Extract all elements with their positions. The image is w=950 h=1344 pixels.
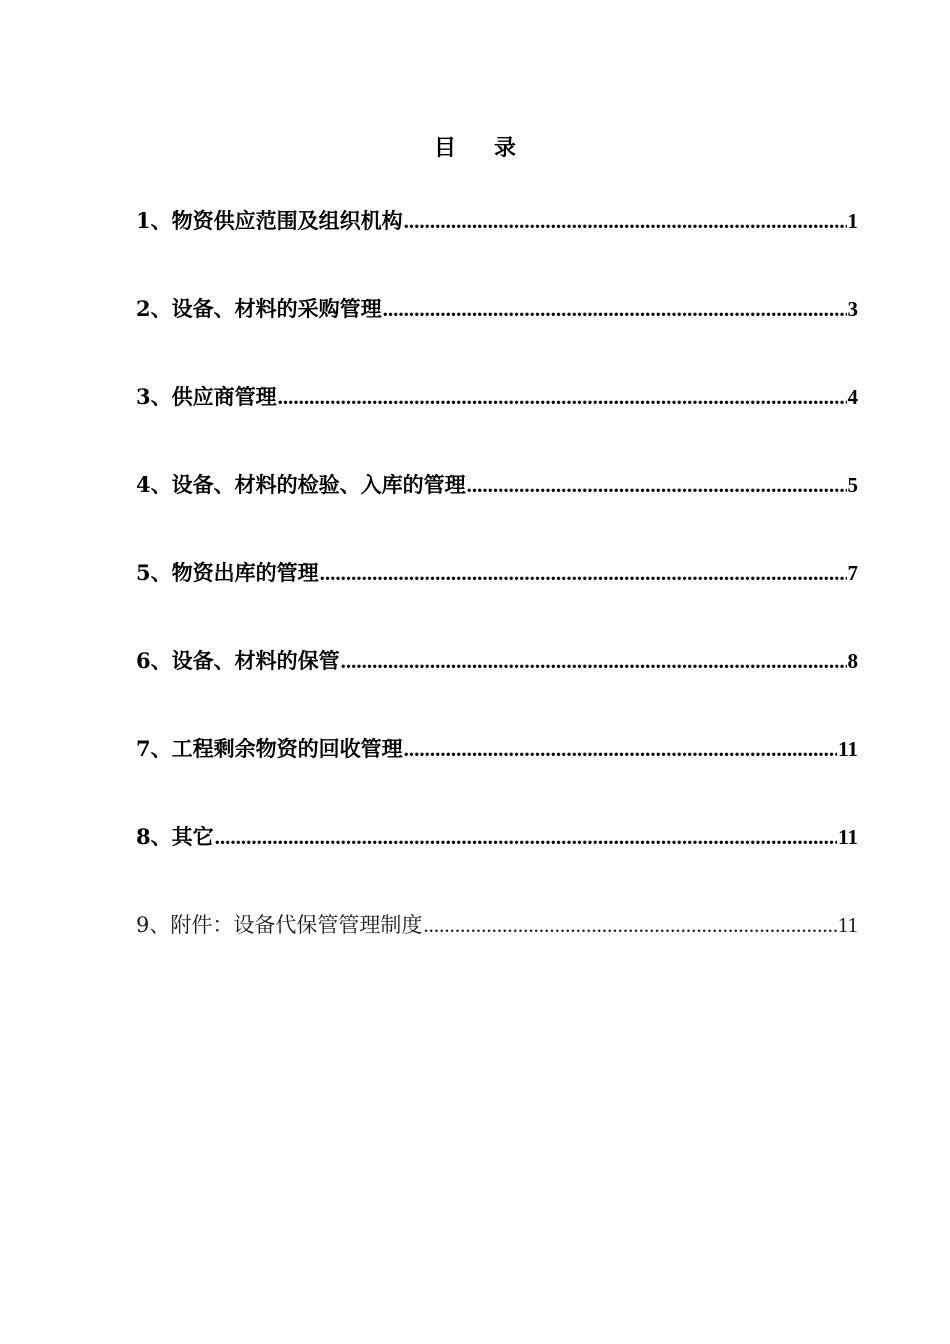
toc-entry[interactable] xyxy=(136,909,858,997)
toc-entry[interactable] xyxy=(136,381,858,469)
toc-entry-label: 3、供应商管理 xyxy=(136,384,277,409)
toc-entry-page: 3 xyxy=(847,297,858,321)
toc-entry-page: 1 xyxy=(847,209,858,233)
toc-entry-page: 8 xyxy=(847,649,858,673)
toc-entry[interactable] xyxy=(136,821,858,909)
toc-dot-leader xyxy=(383,293,847,325)
toc-entry-page: 5 xyxy=(847,473,858,497)
toc-dot-leader xyxy=(341,645,847,677)
toc-entry[interactable] xyxy=(136,557,858,645)
toc-dot-leader xyxy=(278,381,847,413)
toc-entry-page: 11 xyxy=(838,737,858,761)
toc-entry-page: 7 xyxy=(847,561,858,585)
toc-entry-label: 8、其它 xyxy=(136,824,214,849)
toc-entry-label: 5、物资出库的管理 xyxy=(136,560,319,585)
toc-entry-label: 6、设备、材料的保管 xyxy=(136,648,340,673)
toc-dot-leader xyxy=(404,205,847,237)
toc-entry-label: 1、物资供应范围及组织机构 xyxy=(136,208,403,233)
toc-entry-label: 9、附件：设备代保管管理制度 xyxy=(136,913,423,937)
toc-entry-page: 4 xyxy=(847,385,858,409)
toc-entry-label: 2、设备、材料的采购管理 xyxy=(136,296,382,321)
toc-entry-label: 4、设备、材料的检验、入库的管理 xyxy=(136,472,466,497)
toc-list xyxy=(136,205,858,997)
toc-entry-page: 11 xyxy=(838,825,858,849)
toc-dot-leader xyxy=(320,557,847,589)
toc-entry-page: 11 xyxy=(837,913,858,937)
toc-entry[interactable] xyxy=(136,205,858,293)
toc-entry[interactable] xyxy=(136,733,858,821)
toc-dot-leader xyxy=(423,909,836,941)
toc-entry-label: 7、工程剩余物资的回收管理 xyxy=(136,736,403,761)
toc-dot-leader xyxy=(215,821,838,853)
toc-entry[interactable] xyxy=(136,469,858,557)
toc-dot-leader xyxy=(467,469,847,501)
toc-title: 目录 xyxy=(433,135,554,161)
toc-dot-leader xyxy=(404,733,838,765)
toc-entry[interactable] xyxy=(136,293,858,381)
toc-entry[interactable] xyxy=(136,645,858,733)
